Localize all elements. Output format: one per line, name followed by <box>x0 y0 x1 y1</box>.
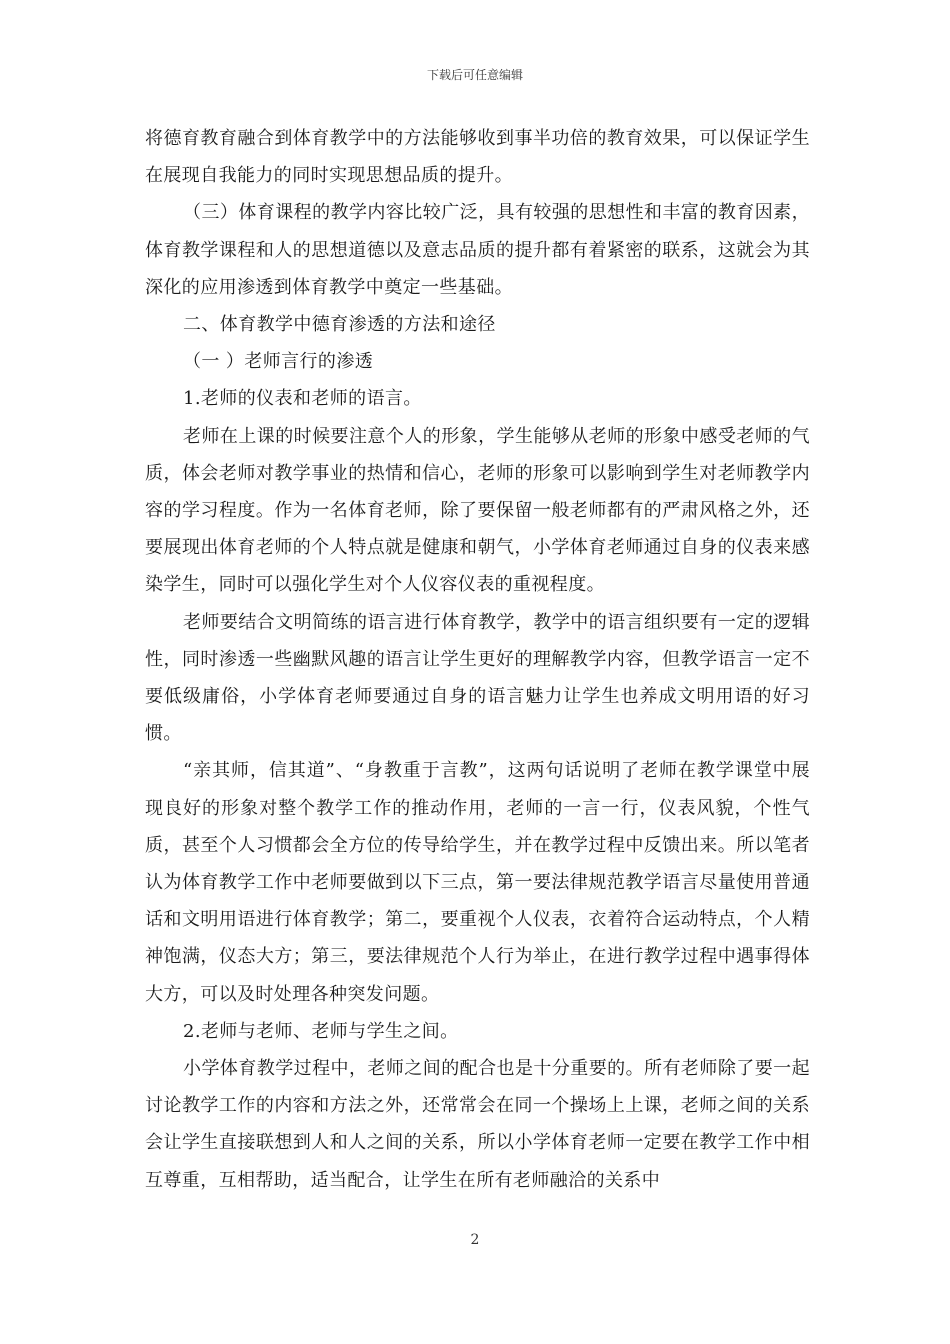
page-number: 2 <box>470 1232 480 1248</box>
paragraph-appearance: 老师在上课的时候要注意个人的形象，学生能够从老师的形象中感受老师的气质，体会老师对教学事业的热情和信心，老师的形象可以影响到学生对老师教学内容的学习程度。作为一名体育老师，除了要保留一般老师都有的严肃风格之外，还要展现出体育老师的个人特点就是健康和朝气，小学体育老师通过自身的仪表来感染学生，同时可以强化学生对个人仪容仪表的重视程度。 <box>145 425 810 596</box>
paragraph-section-three: （三）体育课程的教学内容比较广泛，具有较强的思想性和丰富的教育因素，体育教学课程和人的思想道德以及意志品质的提升都有着紧密的联系，这就会为其深化的应用渗透到体育教学中奠定一些基础。 <box>145 202 810 298</box>
paragraph-quotes: “亲其师，信其道”、“身教重于言教”，这两句话说明了老师在教学课堂中展现良好的形象对整个教学工作的推动作用，老师的一言一行，仪表风貌，个性气质，甚至个人习惯都会全方位的传导给学生，并在教学过程中反馈出来。所以笔者认为体育教学工作中老师要做到以下三点，第一要法律规范教学语言尽量使用普通话和文明用语进行体育教学；第二，要重视个人仪表，衣着符合运动特点，个人精神饱满，仪态大方；第三，要法律规范个人行为举止，在进行教学过程中遇事得体大方，可以及时处理各种突发问题。 <box>145 760 810 1005</box>
section-heading: 二、体育教学中德育渗透的方法和途径 <box>183 314 496 336</box>
item-heading-2: 2.老师与老师、老师与学生之间。 <box>183 1020 459 1042</box>
subsection-heading: （一 ）老师言行的渗透 <box>183 351 374 373</box>
page-header: 下载后可任意编辑 <box>426 68 523 82</box>
document-body <box>145 120 810 1199</box>
paragraph-continuation: 将德育教育融合到体育教学中的方法能够收到事半功倍的教育效果，可以保证学生在展现自我能力的同时实现思想品质的提升。 <box>145 128 810 187</box>
paragraph-cooperation: 小学体育教学过程中，老师之间的配合也是十分重要的。所有老师除了要一起讨论教学工作的内容和方法之外，还常常会在同一个操场上上课，老师之间的关系会让学生直接联想到人和人之间的关系，所以小学体育老师一定要在教学工作中相互尊重，互相帮助，适当配合，让学生在所有老师融洽的关系中 <box>145 1058 810 1191</box>
item-heading-1: 1.老师的仪表和老师的语言。 <box>183 388 422 410</box>
paragraph-language: 老师要结合文明简练的语言进行体育教学，教学中的语言组织要有一定的逻辑性，同时渗透一些幽默风趣的语言让学生更好的理解教学内容，但教学语言一定不要低级庸俗，小学体育老师要通过自身的语言魅力让学生也养成文明用语的好习惯。 <box>145 611 810 745</box>
